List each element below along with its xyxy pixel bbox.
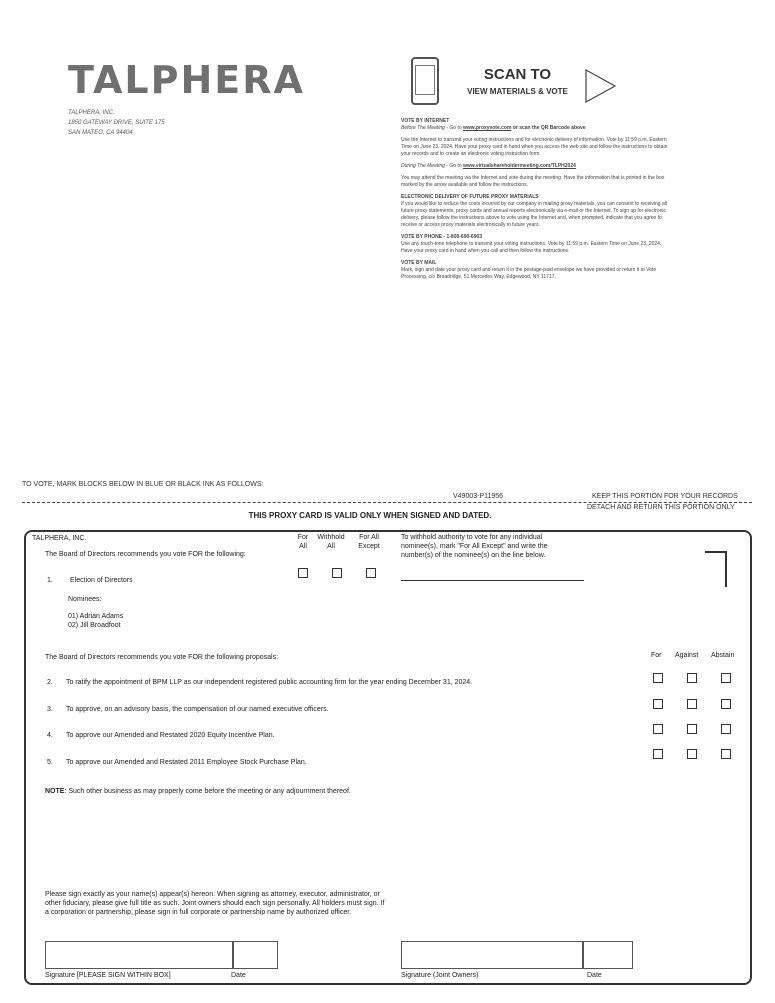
item1-number: 1. xyxy=(47,577,53,584)
proposal-number: 5. xyxy=(47,759,53,766)
address-line: SAN MATEO, CA 94404 xyxy=(68,130,133,136)
proposal-3-against-checkbox[interactable] xyxy=(687,699,697,709)
proposal-text: To approve our Amended and Restated 2020 Equity Incentive Plan. xyxy=(66,732,275,739)
mail-title: VOTE BY MAIL xyxy=(401,260,437,266)
proposal-2-abstain-checkbox[interactable] xyxy=(721,673,731,683)
internet-title: VOTE BY INTERNET xyxy=(401,118,450,124)
proposal-4-for-checkbox[interactable] xyxy=(653,724,663,734)
detach-portion-text: DETACH AND RETURN THIS PORTION ONLY xyxy=(587,504,735,511)
to-vote-instruction: TO VOTE, MARK BLOCKS BELOW IN BLUE OR BLACK INK AS FOLLOWS: xyxy=(22,481,264,488)
keep-portion-text: KEEP THIS PORTION FOR YOUR RECORDS xyxy=(592,493,738,500)
company-logo: TALPHERA xyxy=(68,58,305,102)
electronic-body: If you would like to reduce the costs incurred by our company in mailing proxy materials, you can consent to receiving all future proxy statements, proxy cards and annual reports electronically via e-mail or the Internet. To sign up for electronic delivery, please follow the instructions above to vote using the Internet and, when prompted, indicate that you agree to receive or access proxy materials electronically in future years. xyxy=(401,201,667,228)
col-abstain: Abstain xyxy=(711,652,735,659)
board-recommendation-1: The Board of Directors recommends you vote FOR the following: xyxy=(45,551,246,558)
col-for-all-except: For All Except xyxy=(358,534,380,550)
scan-subtitle: VIEW MATERIALS & VOTE xyxy=(467,87,568,96)
joint-signature-label: Signature (Joint Owners) xyxy=(401,972,479,979)
joint-date-label: Date xyxy=(587,972,602,979)
before-tail: or scan the QR Barcode above xyxy=(511,125,586,131)
date-box[interactable] xyxy=(233,941,278,969)
nominee-2: 02) Jill Broadfoot xyxy=(68,622,121,629)
address-box-corner xyxy=(705,551,727,587)
proposal-3-abstain-checkbox[interactable] xyxy=(721,699,731,709)
company-address xyxy=(68,108,165,138)
detach-line xyxy=(22,502,752,503)
arrow-right-icon xyxy=(585,69,617,103)
before-text: - Go to xyxy=(444,125,463,131)
electronic-title: ELECTRONIC DELIVERY OF FUTURE PROXY MATERIALS xyxy=(401,194,539,200)
for-all-checkbox[interactable] xyxy=(298,568,308,578)
proposal-3-for-checkbox[interactable] xyxy=(653,699,663,709)
proposal-number: 4. xyxy=(47,732,53,739)
nominee-exception-line[interactable] xyxy=(401,580,584,581)
proposal-text: To ratify the appointment of BPM LLP as our independent registered public accounting firm for the year ending December 31, 2024. xyxy=(66,679,473,686)
proposal-text: To approve, on an advisory basis, the compensation of our named executive officers. xyxy=(66,706,329,713)
nominees-label: Nominees: xyxy=(68,596,102,603)
date-label: Date xyxy=(231,972,246,979)
proposal-4-abstain-checkbox[interactable] xyxy=(721,724,731,734)
during-meeting-line xyxy=(401,163,671,170)
note-text: : Such other business as may properly come before the meeting or any adjournment thereof. xyxy=(64,788,351,795)
proposal-5-against-checkbox[interactable] xyxy=(687,749,697,759)
during-body: You may attend the meeting via the Internet and vote during the meeting. Have the information that is printed in the box marked by the arrow available and follow the instructions. xyxy=(401,175,665,188)
col-for: For xyxy=(651,652,662,659)
voting-instructions xyxy=(401,118,671,281)
phone-body: Use any touch-tone telephone to transmit your voting instructions. Vote by 11:59 p.m. Eastern Time on June 23, 2024. Have your proxy card in hand when you call and then follow the instructions. xyxy=(401,241,662,254)
control-number: V49003-P11956 xyxy=(453,493,504,500)
board-recommendation-2: The Board of Directors recommends you vote FOR the following proposals: xyxy=(45,654,279,661)
address-line: TALPHERA, INC. xyxy=(68,110,115,116)
phone-title: VOTE BY PHONE - 1-800-690-6903 xyxy=(401,234,483,240)
note xyxy=(45,787,351,796)
col-against: Against xyxy=(675,652,699,659)
valid-notice: THIS PROXY CARD IS VALID ONLY WHEN SIGNED AND DATED. xyxy=(248,511,492,520)
signature-box[interactable] xyxy=(45,941,233,969)
smartphone-icon xyxy=(411,57,439,105)
proposal-number: 3. xyxy=(47,706,53,713)
col-withhold-all: Withhold All xyxy=(317,534,345,550)
before-label: Before The Meeting xyxy=(401,125,445,131)
during-label: During The Meeting xyxy=(401,163,445,169)
proxyvote-link[interactable]: www.proxyvote.com xyxy=(462,125,512,131)
joint-signature-box[interactable] xyxy=(401,941,583,969)
card-company: TALPHERA, INC. xyxy=(32,535,87,542)
col-for-all: For All xyxy=(297,534,309,550)
proposal-5-for-checkbox[interactable] xyxy=(653,749,663,759)
proposal-2-against-checkbox[interactable] xyxy=(687,673,697,683)
nominee-1: 01) Adrian Adams xyxy=(68,613,124,620)
proposal-2-for-checkbox[interactable] xyxy=(653,673,663,683)
signature-label: Signature [PLEASE SIGN WITHIN BOX] xyxy=(45,972,171,979)
for-all-except-checkbox[interactable] xyxy=(366,568,376,578)
internet-body: Use the Internet to transmit your voting instructions and for electronic delivery of information. Vote by 11:59 p.m. Eastern Time on June 23, 2024. Have your proxy card in hand when you access the web site and follow the instructions to obtain your records and to create an electronic voting instruction form. xyxy=(401,137,668,157)
proposal-5-abstain-checkbox[interactable] xyxy=(721,749,731,759)
mail-body: Mark, sign and date your proxy card and return it in the postage-paid envelope we have provided or return it to Vote Processing, c/o Broadridge, 51 Mercedes Way, Edgewood, NY 11717. xyxy=(401,267,657,280)
proposal-number: 2. xyxy=(47,679,53,686)
address-line: 1850 GATEWAY DRIVE, SUITE 175 xyxy=(68,120,165,126)
proposal-4-against-checkbox[interactable] xyxy=(687,724,697,734)
withhold-all-checkbox[interactable] xyxy=(332,568,342,578)
note-label: NOTE xyxy=(45,788,65,795)
item1-label: Election of Directors xyxy=(70,577,133,584)
virtual-meeting-link[interactable]: www.virtualshareholdermeeting.com/TLPH2024 xyxy=(462,163,576,169)
during-text: - Go to xyxy=(444,163,463,169)
withhold-instructions: To withhold authority to vote for any individual nominee(s), mark "For All Except" and write the number(s) of the nominee(s) on the line below. xyxy=(401,534,548,559)
before-meeting-line xyxy=(401,125,671,132)
joint-date-box[interactable] xyxy=(583,941,633,969)
sign-instructions: Please sign exactly as your name(s) appear(s) hereon. When signing as attorney, executor, administrator, or other fiduciary, please give full title as such. Joint owners should each sign personally. All holders must sign. If a corporation or partnership, please sign in full corporate or partnership name by authorized officer. xyxy=(45,891,385,916)
scan-title: SCAN TO xyxy=(483,66,552,83)
proposal-text: To approve our Amended and Restated 2011 Employee Stock Purchase Plan. xyxy=(66,759,307,766)
